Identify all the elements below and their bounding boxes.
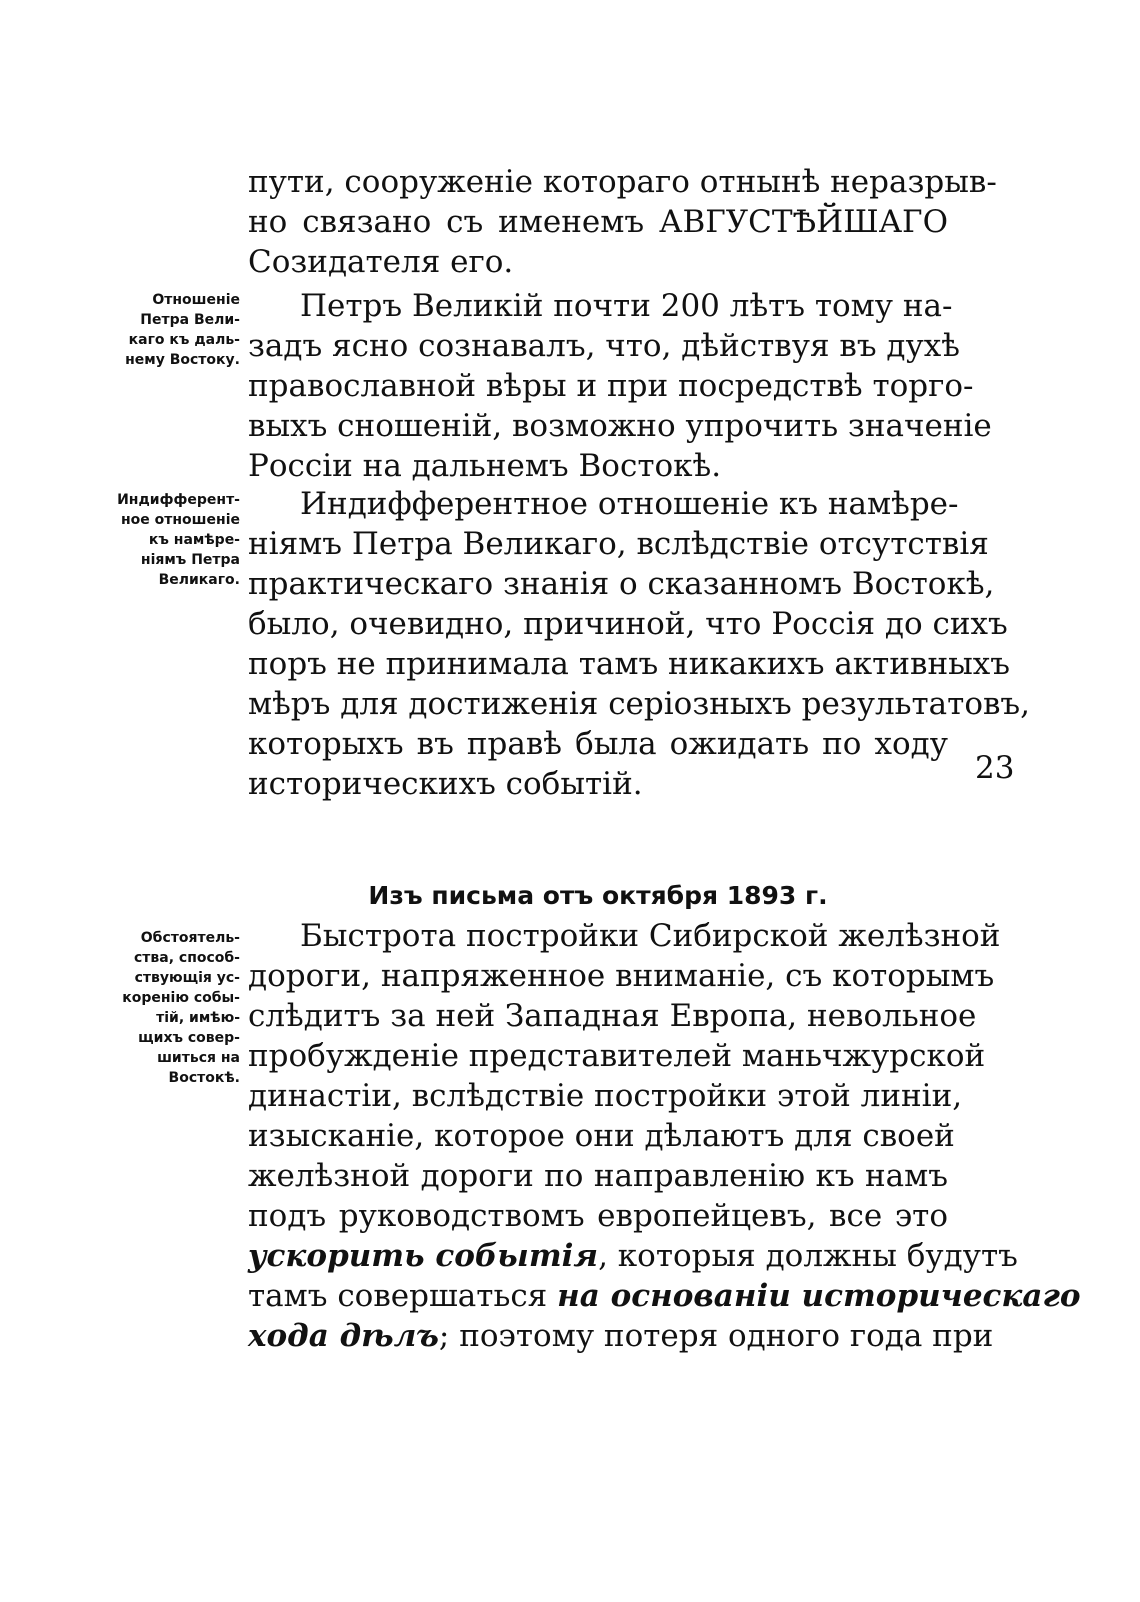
text-line: Петръ Великій почти 200 лѣтъ тому на-: [300, 288, 953, 324]
text-line: изысканіе, которое они дѣлаютъ для своей: [248, 1118, 955, 1154]
text-line: практическаго знанія о сказанномъ Востокѣ,: [248, 566, 995, 602]
emphasis-text: хода дѣлъ: [248, 1318, 439, 1354]
emphasis-text: ускорить событія: [248, 1238, 599, 1274]
margin-note: [100, 928, 240, 1088]
text-line: историческихъ событій.: [248, 766, 643, 802]
margin-note-line: каго къ даль-: [128, 332, 240, 348]
text-line: желѣзной дороги по направленію къ намъ: [248, 1158, 948, 1194]
text-line: Быстрота постройки Сибирской желѣзной: [300, 918, 1001, 954]
margin-note-line: Востокѣ.: [168, 1070, 240, 1086]
text-line: ніямъ Петра Великаго, вслѣдствіе отсутствія: [248, 526, 989, 562]
text-line: поръ не принимала тамъ никакихъ активныхъ: [248, 646, 1010, 682]
text-run: ; поэтому потеря одного года при: [438, 1318, 994, 1354]
margin-note-line: Индифферент-: [117, 492, 240, 508]
text-line: которыхъ въ правѣ была ожидать по ходу: [248, 726, 948, 762]
text-line: [248, 1236, 1018, 1276]
margin-note-line: Великаго.: [158, 572, 240, 588]
text-line: мѣръ для достиженія серіозныхъ результатовъ,: [248, 686, 1031, 722]
margin-note-line: Отношеніе: [152, 292, 240, 308]
margin-note-line: ствующія ус-: [134, 970, 240, 986]
margin-note-line: Петра Вели-: [140, 312, 240, 328]
text-line: выхъ сношеній, возможно упрочить значеніе: [248, 408, 992, 444]
text-run: , которыя должны будутъ: [598, 1238, 1018, 1274]
text-line: но связано съ именемъ АВГУСТѢЙШАГО: [248, 204, 948, 240]
text-run: тамъ совершаться: [248, 1278, 558, 1314]
section-heading: Изъ письма отъ октября 1893 г.: [368, 881, 828, 910]
margin-note-line: ное отношеніе: [120, 512, 240, 528]
text-line: [248, 1316, 994, 1356]
text-line: задъ ясно сознавалъ, что, дѣйствуя въ духѣ: [248, 328, 960, 364]
text-line: было, очевидно, причиной, что Россія до сихъ: [248, 606, 1008, 642]
margin-note-line: шиться на: [157, 1050, 240, 1066]
text-line: дороги, напряженное вниманіе, съ которымъ: [248, 958, 995, 994]
text-line: подъ руководствомъ европейцевъ, все это: [248, 1198, 948, 1234]
text-line: Индифферентное отношеніе къ намѣре-: [300, 486, 959, 522]
text-line: слѣдитъ за ней Западная Европа, невольное: [248, 998, 977, 1034]
margin-note: [100, 490, 240, 590]
text-line: Россіи на дальнемъ Востокѣ.: [248, 448, 722, 484]
text-line: [248, 1276, 1081, 1316]
margin-note-line: тій, имѣю-: [156, 1010, 240, 1026]
margin-note-line: нему Востоку.: [125, 352, 240, 368]
text-line: династіи, вслѣдствіе постройки этой линіи,: [248, 1078, 963, 1114]
text-line: православной вѣры и при посредствѣ торго-: [248, 368, 974, 404]
margin-note-line: щихъ совер-: [138, 1030, 240, 1046]
margin-note-line: къ намѣре-: [148, 532, 240, 548]
text-line: Созидателя его.: [248, 244, 514, 280]
text-line: пробужденіе представителей маньчжурской: [248, 1038, 986, 1074]
emphasis-text: на основаніи историческаго: [557, 1278, 1081, 1314]
margin-note-line: ства, способ-: [133, 950, 240, 966]
margin-note-line: Обстоятель-: [140, 930, 240, 946]
page-number: 23: [975, 750, 1015, 786]
margin-note-line: коренію собы-: [122, 990, 240, 1006]
margin-note-line: ніямъ Петра: [140, 552, 240, 568]
text-line: пути, сооруженіе котораго отнынѣ неразрыв-: [248, 164, 997, 200]
margin-note: [100, 290, 240, 370]
